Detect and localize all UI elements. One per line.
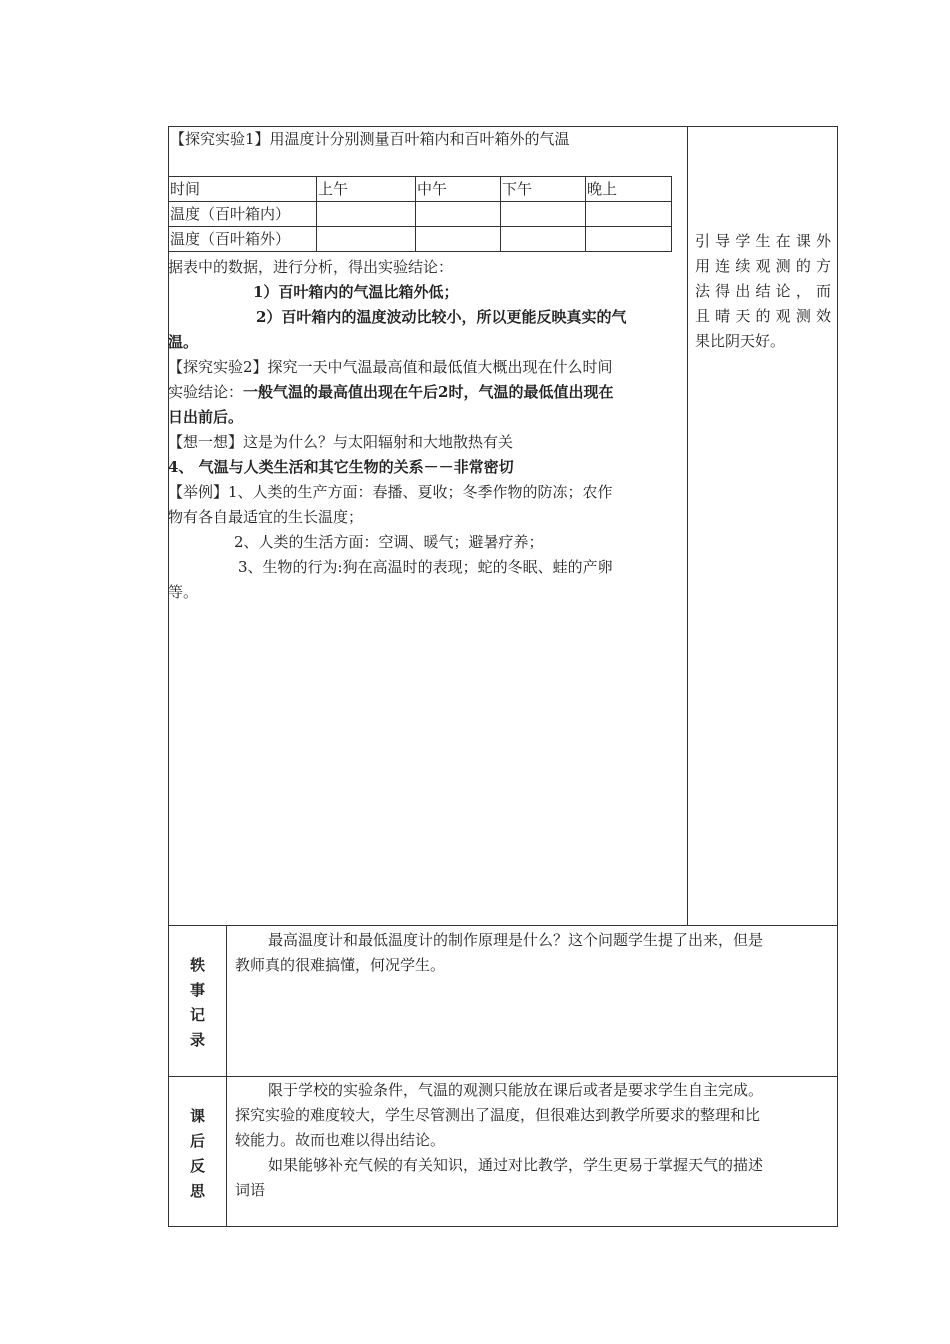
example-3-line-2: 等。 bbox=[168, 583, 199, 601]
experiment-2-conclusion-line-2: 日出前后。 bbox=[168, 408, 244, 426]
teaching-note-line: 果比阴天好。 bbox=[695, 332, 786, 350]
table-header-cell: 上午 bbox=[317, 177, 416, 202]
table-cell bbox=[501, 227, 586, 252]
teaching-note-line: 用连续观测的方 bbox=[695, 257, 831, 275]
reflection-label-char: 思 bbox=[189, 1182, 205, 1200]
table-header-cell: 晚上 bbox=[586, 177, 672, 202]
table-header-cell: 下午 bbox=[501, 177, 586, 202]
table-header-cell: 时间 bbox=[169, 177, 317, 202]
reflection-text-line-3: 较能力。故而也难以得出结论。 bbox=[235, 1131, 446, 1149]
reflection-text-line-2: 探究实验的难度较大，学生尽管测出了温度，但很难达到教学所要求的整理和比 bbox=[235, 1106, 761, 1124]
anecdote-label-char: 录 bbox=[189, 1031, 205, 1049]
example-line-2: 物有各自最适宜的生长温度； bbox=[168, 508, 364, 526]
experiment-2-title: 【探究实验2】探究一天中气温最高值和最低值大概出现在什么时间 bbox=[168, 358, 613, 376]
example-2: 2、人类的生活方面：空调、暖气；避暑疗养； bbox=[234, 533, 544, 551]
table-cell: 温度（百叶箱内） bbox=[169, 202, 317, 227]
experiment-1-title: 【探究实验1】用温度计分别测量百叶箱内和百叶箱外的气温 bbox=[170, 130, 570, 148]
conclusion-2-line-1: 2）百叶箱内的温度波动比较小，所以更能反映真实的气 bbox=[256, 308, 627, 326]
table-cell: 温度（百叶箱外） bbox=[169, 227, 317, 252]
conclusion-2-line-2: 温。 bbox=[168, 333, 199, 351]
table-cell bbox=[416, 227, 501, 252]
anecdote-label-char: 事 bbox=[189, 981, 205, 999]
reflection-label-char: 课 bbox=[189, 1107, 205, 1125]
analysis-text: 据表中的数据，进行分析，得出实验结论： bbox=[168, 258, 454, 276]
experiment-2-conclusion-line-1 bbox=[168, 380, 613, 405]
table-header-row bbox=[169, 177, 672, 202]
anecdote-text-line-1: 最高温度计和最低温度计的制作原理是什么？这个问题学生提了出来，但是 bbox=[268, 931, 764, 949]
anecdote-label-char: 记 bbox=[189, 1006, 205, 1024]
think-about-it: 【想一想】这是为什么？与太阳辐射和大地散热有关 bbox=[168, 433, 514, 451]
reflection-label-char: 后 bbox=[189, 1132, 205, 1150]
table-cell bbox=[317, 227, 416, 252]
table-cell bbox=[317, 202, 416, 227]
table-row bbox=[169, 202, 672, 227]
reflection-text-line-5: 词语 bbox=[235, 1181, 266, 1199]
conclusion-label: 实验结论： bbox=[168, 383, 244, 401]
section-4-heading: 4、 气温与人类生活和其它生物的关系－－非常密切 bbox=[168, 458, 514, 476]
table-cell bbox=[586, 202, 672, 227]
temperature-table bbox=[168, 176, 672, 252]
reflection-text-line-1: 限于学校的实验条件，气温的观测只能放在课后或者是要求学生自主完成。 bbox=[268, 1081, 764, 1099]
anecdote-text-line-2: 教师真的很难搞懂，何况学生。 bbox=[235, 956, 446, 974]
teaching-note-line: 且晴天的观测效 bbox=[695, 307, 831, 325]
conclusion-1: 1）百叶箱内的气温比箱外低； bbox=[253, 283, 459, 301]
example-3-line-1: 3、生物的行为:狗在高温时的表现；蛇的冬眠、蛙的产卵 bbox=[238, 558, 613, 576]
table-cell bbox=[416, 202, 501, 227]
reflection-label-char: 反 bbox=[189, 1157, 205, 1175]
teaching-note-line: 法得出结论，而 bbox=[695, 282, 831, 300]
reflection-text-line-4: 如果能够补充气候的有关知识，通过对比教学，学生更易于掌握天气的描述 bbox=[268, 1156, 764, 1174]
table-header-cell: 中午 bbox=[416, 177, 501, 202]
table-row bbox=[169, 227, 672, 252]
anecdote-label-char: 轶 bbox=[189, 956, 205, 974]
conclusion-text: 一般气温的最高值出现在午后2时，气温的最低值出现在 bbox=[243, 383, 614, 401]
table-cell bbox=[501, 202, 586, 227]
teaching-note-line: 引导学生在课外 bbox=[695, 232, 831, 250]
table-cell bbox=[586, 227, 672, 252]
example-line-1: 【举例】1、人类的生产方面：春播、夏收；冬季作物的防冻；农作 bbox=[168, 483, 613, 501]
